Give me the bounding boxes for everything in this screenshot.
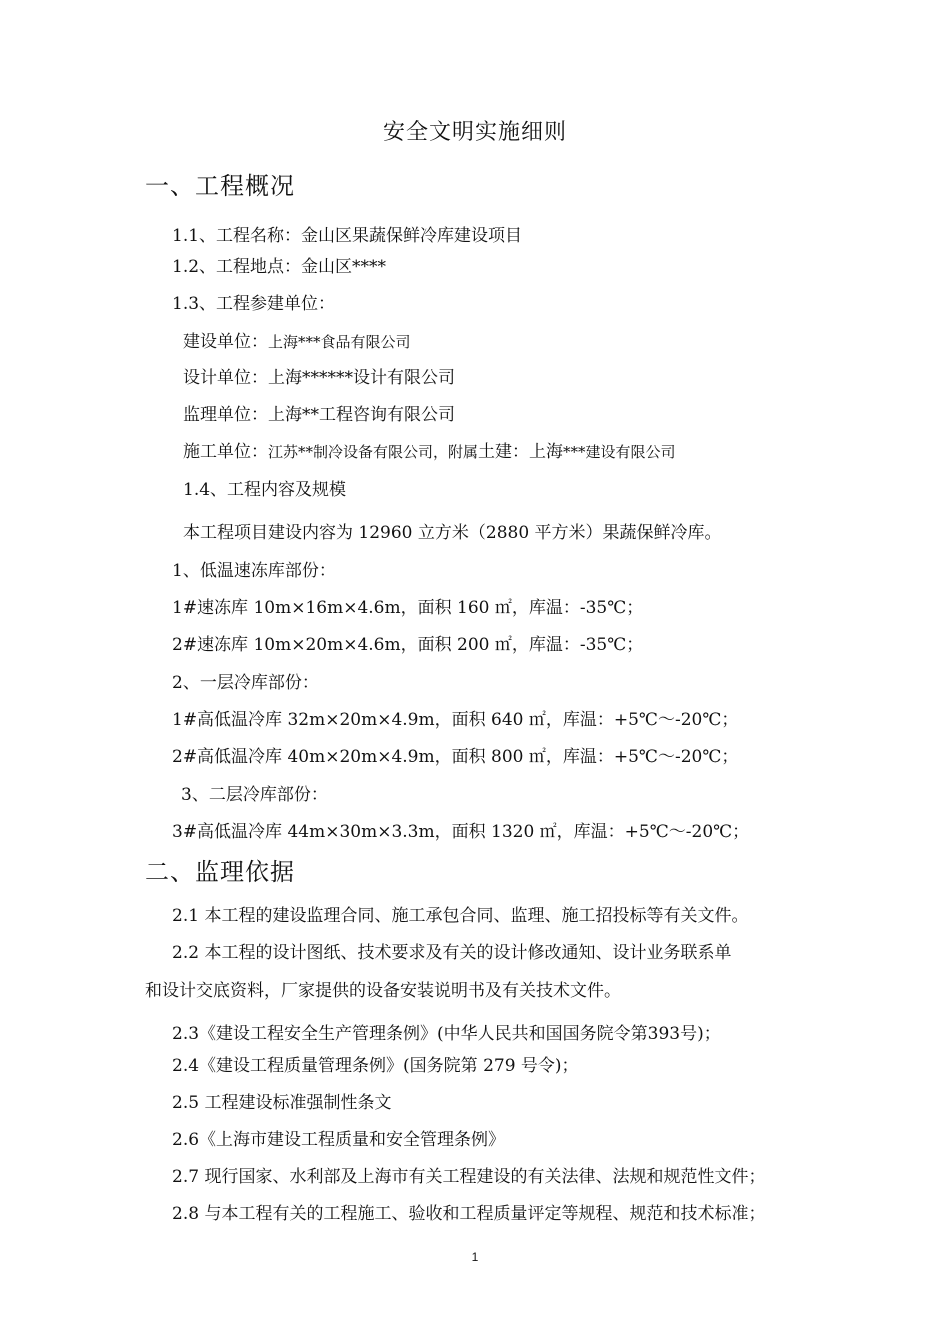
- supervision-unit-line: 监理单位：上海**工程咨询有限公司: [183, 405, 455, 425]
- freezer-1-line: 1#速冻库 10m×16m×4.6m，面积 160 ㎡，库温：-35℃；: [172, 598, 644, 618]
- construction-unit-civil: ***建设有限公司: [563, 443, 676, 461]
- basis-item-2-5: 2.5 工程建设标准强制性条文: [172, 1093, 392, 1113]
- floor1-store-2-line: 2#高低温冷库 40m×20m×4.9m，面积 800 ㎡，库温：+5℃～-20℃；: [172, 747, 739, 767]
- project-parties-line: 1.3、工程参建单位：: [172, 294, 336, 314]
- owner-unit-line: [183, 331, 411, 353]
- section-heading-overview: 一、工程概况: [145, 172, 295, 200]
- floor2-section-heading: 3、二层冷库部份：: [181, 785, 328, 805]
- floor1-store-1-line: 1#高低温冷库 32m×20m×4.9m，面积 640 ㎡，库温：+5℃～-20℃；: [172, 710, 739, 730]
- basis-item-2-2-cont: 和设计交底资料，厂家提供的设备安装说明书及有关技术文件。: [145, 981, 621, 1001]
- basis-item-2-2-first: 2.2 本工程的设计图纸、技术要求及有关的设计修改通知、设计业务联系单: [172, 943, 732, 963]
- owner-unit-value: 上海***食品有限公司: [268, 333, 411, 351]
- construction-unit-line: [183, 441, 676, 463]
- owner-unit-label: 建设单位：: [183, 332, 268, 352]
- design-unit-line: 设计单位：上海******设计有限公司: [183, 368, 455, 388]
- basis-item-2-3: 2.3《建设工程安全生产管理条例》(中华人民共和国国务院令第393号)；: [172, 1024, 721, 1044]
- scope-heading-line: 1.4、工程内容及规模: [183, 480, 347, 500]
- construction-unit-main: 江苏**制冷设备有限公司，附属: [268, 443, 479, 461]
- section-heading-basis: 二、监理依据: [145, 858, 295, 886]
- freezer-section-heading: 1、低温速冻库部份：: [172, 561, 336, 581]
- basis-item-2-6: 2.6《上海市建设工程质量和安全管理条例》: [172, 1130, 506, 1150]
- construction-unit-civil-label: 土建：上海: [478, 442, 564, 462]
- scope-description: 本工程项目建设内容为 12960 立方米（2880 平方米）果蔬保鲜冷库。: [183, 523, 722, 543]
- page-number: 1: [471, 1250, 479, 1264]
- basis-item-2-4: 2.4《建设工程质量管理条例》(国务院第 279 号令)；: [172, 1056, 579, 1076]
- project-name-line: 1.1、工程名称：金山区果蔬保鲜冷库建设项目: [172, 226, 523, 246]
- basis-item-2-8: 2.8 与本工程有关的工程施工、验收和工程质量评定等规程、规范和技术标准；: [172, 1204, 766, 1224]
- project-location-line: 1.2、工程地点：金山区****: [172, 257, 387, 277]
- document-title: 安全文明实施细则: [382, 120, 567, 145]
- floor1-section-heading: 2、一层冷库部份：: [172, 673, 319, 693]
- floor2-store-3-line: 3#高低温冷库 44m×30m×3.3m，面积 1320 ㎡，库温：+5℃～-20℃；: [172, 822, 750, 842]
- construction-unit-label: 施工单位：: [183, 442, 268, 462]
- freezer-2-line: 2#速冻库 10m×20m×4.6m，面积 200 ㎡，库温：-35℃；: [172, 635, 644, 655]
- basis-item-2-1: 2.1 本工程的建设监理合同、施工承包合同、监理、施工招投标等有关文件。: [172, 906, 749, 926]
- basis-item-2-7: 2.7 现行国家、水利部及上海市有关工程建设的有关法律、法规和规范性文件；: [172, 1167, 766, 1187]
